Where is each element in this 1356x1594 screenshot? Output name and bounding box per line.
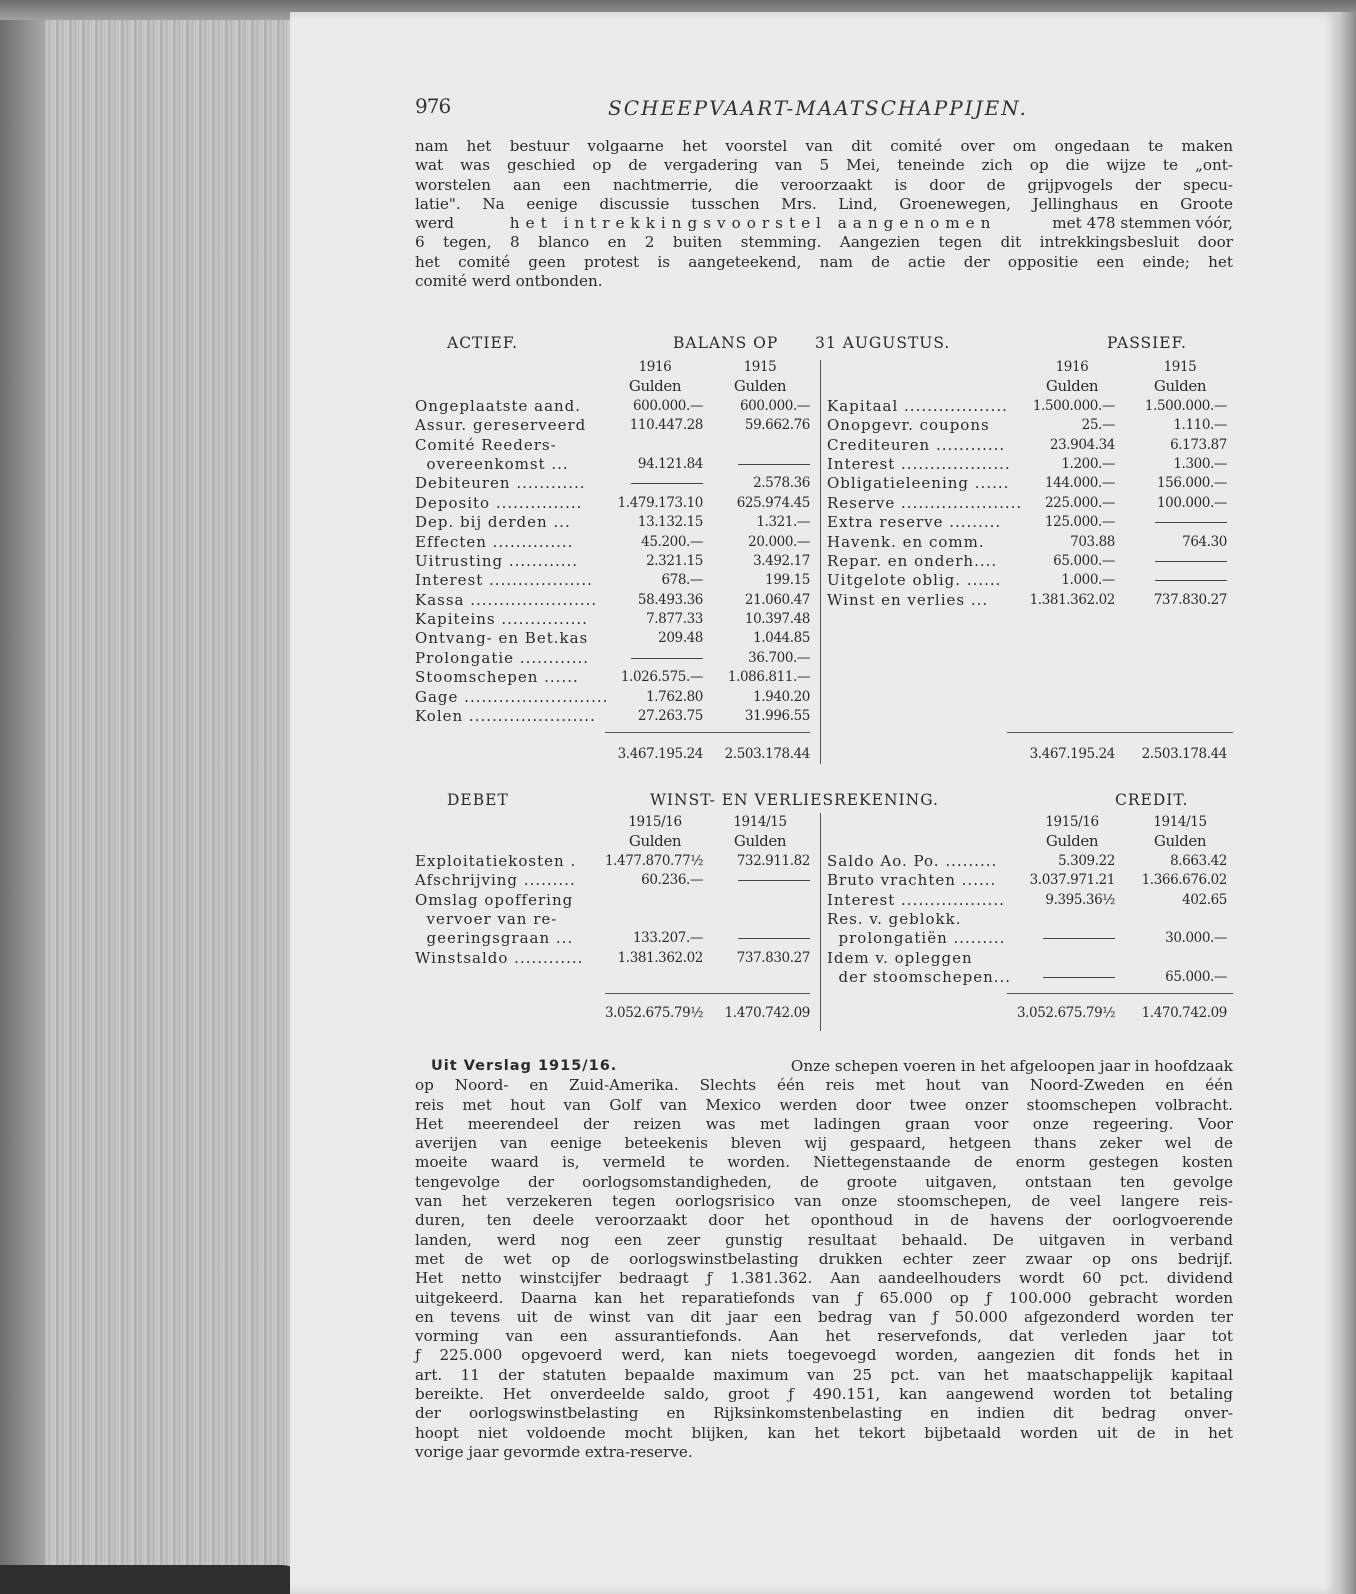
row-value: 1.200.— — [1061, 455, 1115, 472]
actief-title: ACTIEF. — [447, 334, 519, 352]
row-label: Dep. bij derden ... — [415, 513, 571, 532]
row-label: Assur. gereserveerd — [415, 416, 587, 435]
table-row — [827, 949, 1233, 968]
unit-label: Gulden — [1045, 377, 1099, 396]
row-label: Onopgevr. coupons — [827, 416, 990, 435]
pl-title: WINST- EN VERLIESREKENING. — [650, 791, 939, 809]
year-1916: 1916 — [1055, 359, 1089, 375]
text-line: hoopt niet voldoende mocht blijken, kan het tekort bijbetaald worden uit de in het — [415, 1423, 1233, 1442]
text-line: Het meerendeel der reizen was met ladingen graan voor onze regeering. Voor — [415, 1114, 1233, 1133]
table-row — [415, 949, 810, 968]
table-row — [415, 929, 810, 948]
row-value: 199.15 — [765, 572, 810, 589]
row-label: Winstsaldo ............ — [415, 948, 584, 967]
text-line — [415, 214, 1233, 233]
row-value: 21.060.47 — [744, 591, 810, 608]
passief-rows — [827, 397, 1233, 610]
text-line: reis met hout van Golf van Mexico werden door twee onzer stoomschepen volbracht. — [415, 1095, 1233, 1114]
row-value: 58.493.36 — [637, 591, 703, 608]
row-label: Idem v. opleggen — [827, 948, 973, 967]
row-value: 9.395.36½ — [1045, 891, 1115, 908]
row-value: 3.492.17 — [753, 552, 810, 569]
row-label: Repar. en onderh.... — [827, 551, 998, 570]
debet-column — [415, 813, 810, 968]
empty-value-dash — [1120, 513, 1227, 532]
row-label: Kapiteins ............... — [415, 610, 588, 629]
row-value: 31.996.55 — [744, 708, 810, 725]
text-line: nam het bestuur volgaarne het voorstel van dit comité over om ongedaan te maken — [415, 137, 1233, 155]
year-header-row — [827, 358, 1233, 377]
text-line: art. 11 der statuten bepaalde maximum van 25 pct. van het maatschappelijk kapitaal — [415, 1365, 1233, 1384]
text-line — [415, 1057, 1233, 1076]
empty-value-dash — [705, 929, 810, 948]
row-value: 65.000.— — [1165, 969, 1227, 986]
unit-label: Gulden — [733, 377, 787, 396]
running-head: SCHEEPVAART-MAATSCHAPPIJEN. — [608, 96, 1028, 120]
row-value: 1.000.— — [1061, 572, 1115, 589]
row-label: Kassa ...................... — [415, 590, 598, 609]
row-label: Crediteuren ............ — [827, 435, 1006, 454]
debet-title: DEBET — [447, 791, 509, 809]
text-line: duren, ten deele veroorzaakt door het oponthoud in de havens der oorlogvoerende — [415, 1211, 1233, 1230]
credit-total-1: 3.052.675.79½ — [1016, 1005, 1115, 1021]
unit-header-row — [827, 832, 1233, 851]
table-row — [415, 707, 810, 726]
row-value: 1.086.811.— — [727, 669, 810, 686]
credit-rows — [827, 852, 1233, 988]
row-label: Deposito ............... — [415, 493, 583, 512]
row-label: Winst en verlies ... — [827, 590, 989, 609]
unit-label: Gulden — [733, 832, 787, 851]
row-label: Ongeplaatste aand. — [415, 396, 582, 415]
book-page — [290, 12, 1338, 1594]
table-row — [415, 629, 810, 648]
row-label: Uitgelote oblig. ...... — [827, 571, 1002, 590]
row-value: 600.000.— — [632, 397, 703, 414]
text-fragment: werd — [415, 214, 454, 233]
table-row — [415, 455, 810, 474]
row-value: 678.— — [661, 572, 703, 589]
row-value: 13.132.15 — [637, 514, 703, 531]
row-label: vervoer van re- — [415, 909, 558, 928]
row-value: 20.000.— — [748, 533, 810, 550]
text-line: het comité geen protest is aangeteekend, nam de actie der oppositie een einde; het — [415, 252, 1233, 271]
table-row — [415, 571, 810, 590]
debet-rows — [415, 852, 810, 968]
year-header-row — [415, 358, 810, 377]
row-value: 1.366.676.02 — [1141, 872, 1227, 889]
empty-value-dash — [605, 474, 703, 493]
table-row — [415, 688, 810, 707]
table-row — [827, 891, 1233, 910]
credit-title: CREDIT. — [1115, 791, 1189, 809]
actief-total-1916: 3.467.195.24 — [617, 746, 703, 762]
table-row — [827, 416, 1233, 435]
unit-header-row — [415, 832, 810, 851]
year-1915: 1915 — [1163, 359, 1197, 375]
row-label: Interest .................. — [415, 571, 593, 590]
total-rule — [1007, 732, 1233, 733]
table-row — [415, 416, 810, 435]
passief-total-1916: 3.467.195.24 — [1029, 746, 1115, 762]
row-value: 65.000.— — [1053, 552, 1115, 569]
passief-column — [827, 358, 1233, 610]
table-row — [415, 513, 810, 532]
row-value: 5.309.22 — [1058, 852, 1115, 869]
row-label: Comité Reeders- — [415, 435, 557, 454]
year-1915: 1915 — [743, 359, 777, 375]
empty-value-dash — [1120, 571, 1227, 590]
row-value: 6.173.87 — [1170, 436, 1227, 453]
row-value: 25.— — [1081, 417, 1115, 434]
table-row — [415, 871, 810, 890]
row-value: 1.500.000.— — [1032, 397, 1115, 414]
row-value: 764.30 — [1182, 533, 1227, 550]
passief-title: PASSIEF. — [1107, 334, 1187, 352]
debet-total-1: 3.052.675.79½ — [604, 1005, 703, 1021]
text-line: bereikte. Het onverdeelde saldo, groot ƒ 490.151, kan aangewend worden tot betaling — [415, 1385, 1233, 1404]
table-row — [827, 852, 1233, 871]
row-value: 1.321.— — [756, 514, 810, 531]
text-fragment: Onze schepen voeren in het afgeloopen jaar in hoofdzaak — [790, 1057, 1233, 1075]
text-line: comité werd ontbonden. — [415, 272, 603, 291]
table-row — [827, 552, 1233, 571]
table-row — [827, 494, 1233, 513]
row-label: Debiteuren ............ — [415, 474, 586, 493]
year-1914-15: 1914/15 — [733, 814, 787, 830]
page-right-edge — [1338, 12, 1356, 1594]
row-value: 2.578.36 — [753, 475, 810, 492]
table-row — [415, 533, 810, 552]
total-rule — [605, 993, 810, 994]
text-line: uitgekeerd. Daarna kan het reparatiefonds van ƒ 65.000 op ƒ 100.000 gebracht worden — [415, 1288, 1233, 1307]
text-line: averijen van eenige beteekenis bleven wij gespaard, hetgeen thans zeker wel de — [415, 1134, 1233, 1153]
row-value: 732.911.82 — [736, 852, 810, 869]
year-header-row — [827, 813, 1233, 832]
empty-value-dash — [705, 455, 810, 474]
actief-rows — [415, 397, 810, 727]
table-row — [827, 591, 1233, 610]
unit-label: Gulden — [628, 832, 682, 851]
row-value: 110.447.28 — [629, 417, 703, 434]
row-value: 625.974.45 — [736, 494, 810, 511]
row-label: Havenk. en comm. — [827, 532, 985, 551]
table-row — [827, 929, 1233, 948]
unit-label: Gulden — [628, 377, 682, 396]
row-value: 600.000.— — [739, 397, 810, 414]
row-label: Prolongatie ............ — [415, 648, 590, 667]
row-value: 3.037.971.21 — [1029, 872, 1115, 889]
text-line: moeite waard is, vermeld te worden. Niettegenstaande de enorm gestegen kosten — [415, 1153, 1233, 1172]
empty-value-dash — [1120, 552, 1227, 571]
row-value: 209.48 — [658, 630, 703, 647]
total-rule — [1007, 993, 1233, 994]
table-row — [415, 649, 810, 668]
table-row — [827, 436, 1233, 455]
row-value: 8.663.42 — [1170, 852, 1227, 869]
text-line: en tevens uit de winst van dit jaar een bedrag van ƒ 50.000 afgezonderd worden ter — [415, 1307, 1233, 1326]
unit-header-row — [827, 377, 1233, 396]
row-value: 156.000.— — [1156, 475, 1227, 492]
book-page-edges — [0, 0, 310, 1594]
row-label: Kolen ...................... — [415, 707, 596, 726]
row-value: 1.044.85 — [753, 630, 810, 647]
row-value: 1.940.20 — [753, 688, 810, 705]
row-label: Exploitatiekosten . — [415, 851, 577, 870]
row-label: Interest .................. — [827, 890, 1005, 909]
table-row — [827, 397, 1233, 416]
book-bottom-shadow — [0, 1565, 310, 1594]
unit-label: Gulden — [1153, 377, 1207, 396]
row-label: Obligatieleening ...... — [827, 474, 1010, 493]
profit-loss-account — [415, 787, 1233, 1037]
column-divider — [820, 360, 821, 764]
row-value: 1.381.362.02 — [617, 949, 703, 966]
row-value: 1.477.870.77½ — [604, 852, 703, 869]
table-row — [415, 494, 810, 513]
report-paragraph — [415, 1057, 1233, 1462]
year-1915-16: 1915/16 — [628, 814, 682, 830]
credit-column — [827, 813, 1233, 988]
row-value: 10.397.48 — [744, 611, 810, 628]
table-row — [415, 610, 810, 629]
row-value: 36.700.— — [748, 649, 810, 666]
row-value: 1.381.362.02 — [1029, 591, 1115, 608]
text-line: tengevolge der oorlogsomstandigheden, de groote uitgaven, ontstaan ten gevolge — [415, 1172, 1233, 1191]
total-rule — [605, 732, 810, 733]
page-header — [415, 82, 1233, 120]
table-row — [415, 397, 810, 416]
text-line: van het verzekeren tegen oorlogsrisico van onze stoomschepen, de veel langere reis- — [415, 1192, 1233, 1211]
table-row — [827, 910, 1233, 929]
table-row — [827, 513, 1233, 532]
row-value: 1.762.80 — [646, 688, 703, 705]
empty-value-dash — [605, 649, 703, 668]
table-row — [415, 668, 810, 687]
table-row — [827, 571, 1233, 590]
row-value: 60.236.— — [641, 872, 703, 889]
page-number: 976 — [415, 94, 451, 118]
row-label: Stoomschepen ...... — [415, 668, 579, 687]
text-line: wat was geschied op de vergadering van 5 Mei, teneinde zich op die wijze te „ont- — [415, 156, 1233, 175]
intro-paragraph — [415, 137, 1233, 291]
row-label: Gage ......................... — [415, 687, 609, 706]
actief-total-1915: 2.503.178.44 — [724, 746, 810, 762]
table-row — [827, 474, 1233, 493]
year-1915-16: 1915/16 — [1045, 814, 1099, 830]
row-value: 125.000.— — [1044, 514, 1115, 531]
row-label: Bruto vrachten ...... — [827, 871, 997, 890]
unit-label: Gulden — [1045, 832, 1099, 851]
table-row — [415, 891, 810, 910]
table-row — [415, 436, 810, 455]
text-line: latie". Na eenige discussie tusschen Mrs. Lind, Groenewegen, Jellinghaus en Groote — [415, 194, 1233, 213]
empty-value-dash — [1005, 968, 1115, 987]
row-value: 30.000.— — [1165, 930, 1227, 947]
column-divider — [820, 813, 821, 1031]
table-row — [415, 591, 810, 610]
row-value: 1.479.173.10 — [617, 494, 703, 511]
balance-title-left: BALANS OP — [673, 334, 779, 352]
table-row — [415, 852, 810, 871]
table-row — [827, 968, 1233, 987]
row-value: 1.110.— — [1173, 417, 1227, 434]
year-1914-15: 1914/15 — [1153, 814, 1207, 830]
credit-total-2: 1.470.742.09 — [1141, 1005, 1227, 1021]
row-value: 45.200.— — [641, 533, 703, 550]
text-line: vorige jaar gevormde extra-reserve. — [415, 1442, 693, 1461]
row-label: Effecten .............. — [415, 532, 574, 551]
balance-title-right: 31 AUGUSTUS. — [815, 334, 951, 352]
spaced-emphasis: het intrekkingsvoorstel aangenomen — [509, 214, 997, 233]
empty-value-dash — [705, 871, 810, 890]
row-value: 737.830.27 — [1153, 591, 1227, 608]
row-value: 225.000.— — [1044, 494, 1115, 511]
text-line: landen, werd nog een zeer gunstig resultaat behaald. De uitgaven in verband — [415, 1230, 1233, 1249]
row-value: 7.877.33 — [646, 611, 703, 628]
table-row — [827, 533, 1233, 552]
row-label: Reserve ..................... — [827, 493, 1023, 512]
row-label: geeringsgraan ... — [415, 929, 574, 948]
row-value: 94.121.84 — [637, 455, 703, 472]
row-value: 133.207.— — [632, 930, 703, 947]
year-header-row — [415, 813, 810, 832]
row-value: 737.830.27 — [736, 949, 810, 966]
row-value: 23.904.34 — [1049, 436, 1115, 453]
empty-value-dash — [1005, 929, 1115, 948]
row-label: Ontvang- en Bet.kas — [415, 629, 589, 648]
text-line: Het netto winstcijfer bedraagt ƒ 1.381.362. Aan aandeelhouders wordt 60 pct. dividend — [415, 1269, 1233, 1288]
text-line: met de wet op de oorlogswinstbelasting drukken echter zeer zwaar op ons bedrijf. — [415, 1249, 1233, 1268]
passief-total-1915: 2.503.178.44 — [1141, 746, 1227, 762]
row-label: der stoomschepen... — [827, 968, 1012, 987]
row-value: 27.263.75 — [637, 708, 703, 725]
row-value: 1.026.575.— — [620, 669, 703, 686]
row-label: prolongatiën ......... — [827, 929, 1006, 948]
text-line: der oorlogswinstbelasting en Rijksinkomstenbelasting en indien dit bedrag onver- — [415, 1404, 1233, 1423]
row-value: 100.000.— — [1156, 494, 1227, 511]
row-value: 144.000.— — [1044, 475, 1115, 492]
year-1916: 1916 — [638, 359, 672, 375]
row-value: 2.321.15 — [646, 552, 703, 569]
table-row — [415, 552, 810, 571]
row-label: overeenkomst ... — [415, 454, 569, 473]
balance-sheet — [415, 330, 1233, 770]
row-label: Saldo Ao. Po. ......... — [827, 851, 998, 870]
row-label: Interest ................... — [827, 454, 1011, 473]
row-value: 1.300.— — [1173, 455, 1227, 472]
row-label: Res. v. geblokk. — [827, 909, 962, 928]
row-label: Uitrusting ............ — [415, 551, 579, 570]
text-line: op Noord- en Zuid-Amerika. Slechts één reis met hout van Noord-Zweden en één — [415, 1076, 1233, 1095]
text-fragment: met 478 stemmen vóór, — [1052, 214, 1233, 233]
table-row — [827, 871, 1233, 890]
text-line: 6 tegen, 8 blanco en 2 buiten stemming. Aangezien tegen dit intrekkingsbesluit door — [415, 233, 1233, 252]
row-label: Kapitaal .................. — [827, 396, 1008, 415]
row-value: 402.65 — [1182, 891, 1227, 908]
report-lead: Uit Verslag 1915/16. — [431, 1058, 618, 1074]
text-line: vorming van een assurantiefonds. Aan het reservefonds, dat verleden jaar tot — [415, 1327, 1233, 1346]
row-label: Extra reserve ......... — [827, 513, 1002, 532]
text-line: ƒ 225.000 opgevoerd werd, kan niets toegevoegd worden, aangezien dit fonds het in — [415, 1346, 1233, 1365]
row-label: Afschrijving ......... — [415, 871, 576, 890]
unit-label: Gulden — [1153, 832, 1207, 851]
table-row — [415, 474, 810, 493]
debet-total-2: 1.470.742.09 — [724, 1005, 810, 1021]
unit-header-row — [415, 377, 810, 396]
book-shadow — [0, 0, 45, 1594]
text-line: worstelen aan een nachtmerrie, die veroorzaakt is door de grijpvogels der specu- — [415, 175, 1233, 194]
row-value: 59.662.76 — [744, 417, 810, 434]
row-value: 703.88 — [1070, 533, 1115, 550]
actief-column — [415, 358, 810, 726]
table-row — [415, 910, 810, 929]
row-label: Omslag opoffering — [415, 890, 574, 909]
report-lines — [415, 1076, 1233, 1462]
row-value: 1.500.000.— — [1144, 397, 1227, 414]
table-row — [827, 455, 1233, 474]
